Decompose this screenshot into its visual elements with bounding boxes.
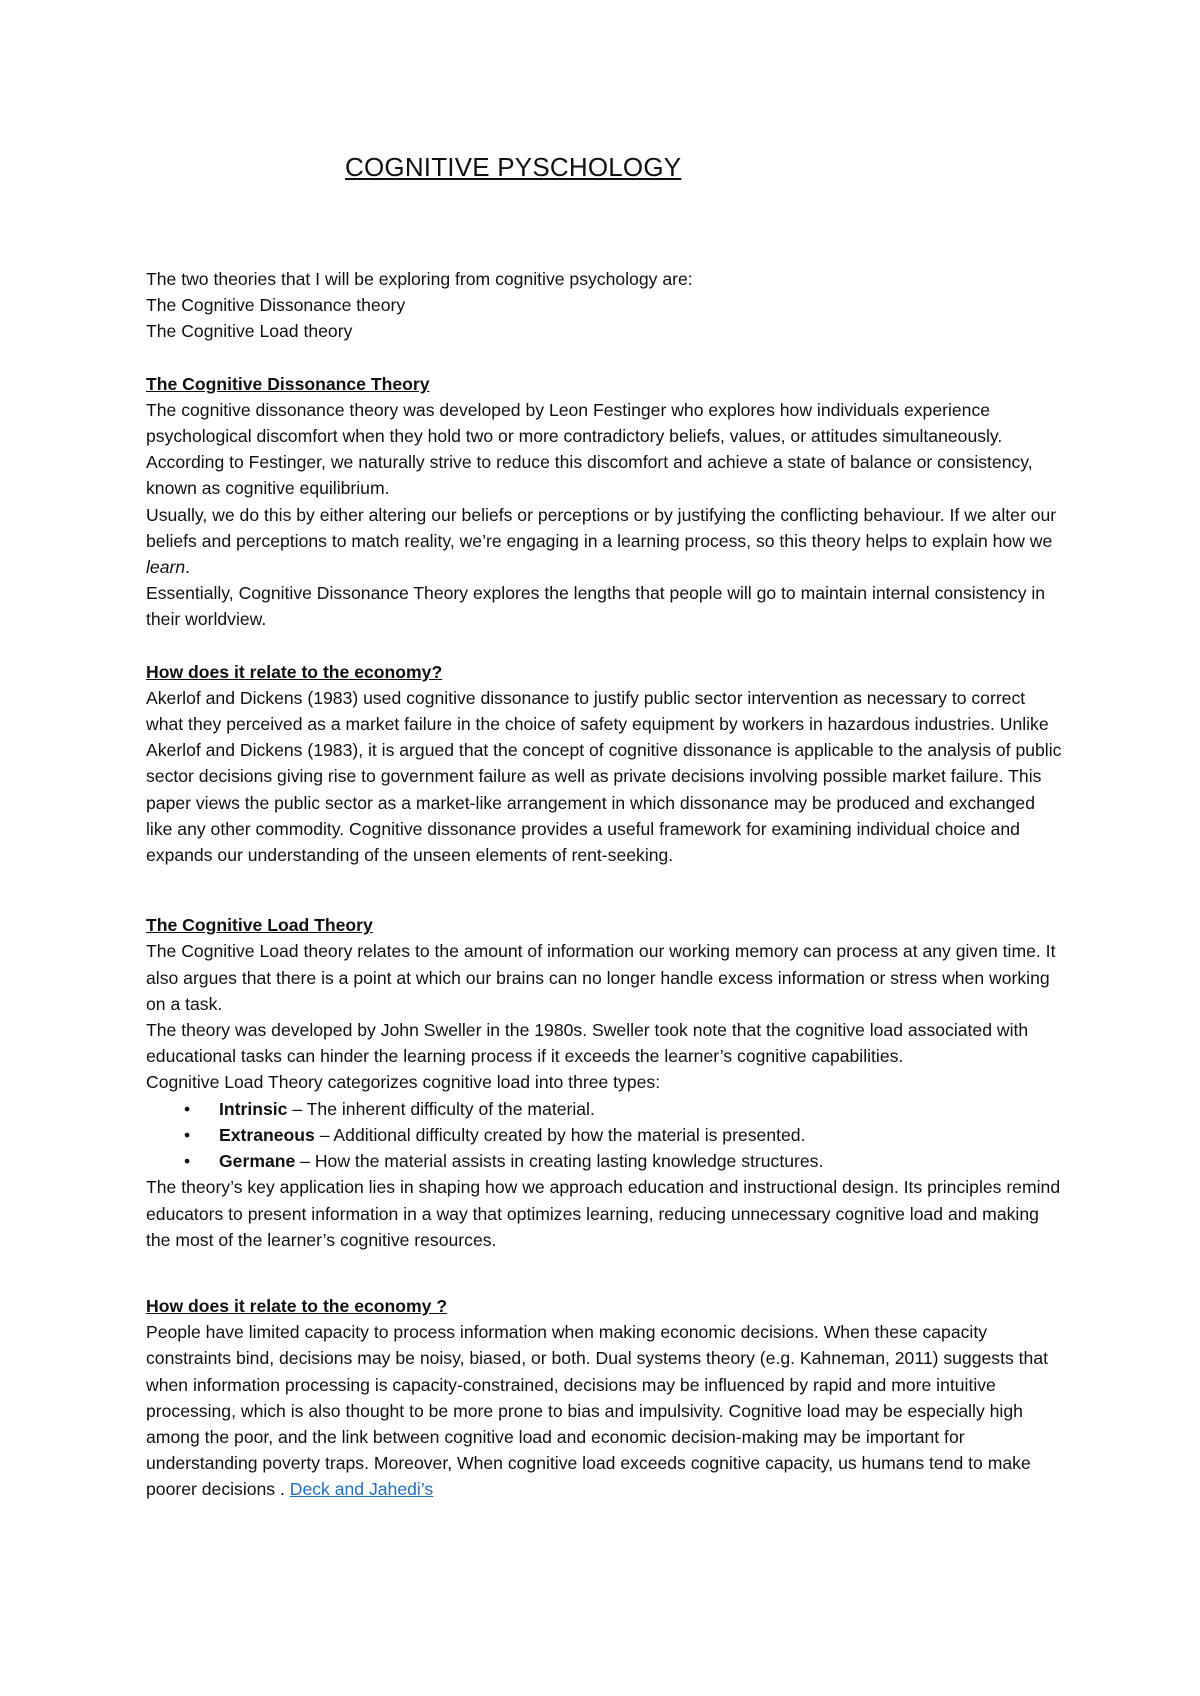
list-item [184,1148,1066,1174]
intro-line: The Cognitive Dissonance theory [146,295,406,316]
bullet-icon: • [184,1098,191,1119]
paragraph: Usually, we do this by either altering our beliefs or perceptions or by justifying the conflicting behaviour. If we alter our beliefs and perceptions to match reality, we’re engaging in a learning process, so this theory helps to explain how we learn. [146,504,1057,578]
load-type-desc: – Additional difficulty created by how the material is presented. [314,1124,806,1145]
list-item [184,1122,1066,1148]
list-item [184,1096,1066,1122]
intro-line: The Cognitive Load theory [146,321,353,342]
section-heading-dissonance: The Cognitive Dissonance Theory [146,373,430,394]
paragraph: The theory was developed by John Sweller in the 1980s. Sweller took note that the cognitive load associated with educational tasks can hinder the learning process if it exceeds the learner’s cognitive capabilities. [146,1020,1029,1067]
paragraph: The cognitive dissonance theory was developed by Leon Festinger who explores how individuals experience psychological discomfort when they hold two or more contradictory beliefs, values, or attitudes simultaneously. According to Festinger, we naturally strive to reduce this discomfort and achieve a state of balance or consistency, known as cognitive equilibrium. [146,399,1033,499]
emphasis-learn: learn [146,557,186,578]
section-heading-load: The Cognitive Load Theory [146,915,373,936]
paragraph: Essentially, Cognitive Dissonance Theory explores the lengths that people will go to maintain internal consistency in their worldview. [146,583,1046,630]
intro-section [146,266,1066,345]
load-section [146,912,1066,1253]
bullet-icon: • [184,1124,191,1145]
paragraph: The Cognitive Load theory relates to the amount of information our working memory can process at any given time. It also argues that there is a point at which our brains can no longer handle excess information or stress when working on a task. [146,941,1056,1014]
load-type-term: Intrinsic [219,1098,288,1119]
load-type-desc: – How the material assists in creating lasting knowledge structures. [295,1151,824,1172]
paragraph: People have limited capacity to process information when making economic decisions. When these capacity constraints bind, decisions may be noisy, biased, or both. Dual systems theory (e.g. Kahneman, 2011) suggests that when information processing is capacity-constrained, decisions may be influenced by rapid and more intuitive processing, which is also thought to be more prone to bias and impulsivity. Cognitive load may be especially high among the poor, and the link between cognitive load and economic decision-making may be important for understanding poverty traps. Moreover, When cognitive load exceeds cognitive capacity, us humans tend to make poorer decisions . Deck and Jahedi’s [146,1322,1048,1500]
document-body [146,266,1066,1503]
reference-link[interactable]: Deck and Jahedi’s [289,1479,434,1500]
section-heading-load-economy: How does it relate to the economy ? [146,1295,448,1316]
load-type-term: Extraneous [219,1124,315,1145]
dissonance-economy-section [146,659,1066,869]
dissonance-section [146,371,1066,633]
paragraph: Akerlof and Dickens (1983) used cognitive dissonance to justify public sector intervention as necessary to correct what they perceived as a market failure in the choice of safety equipment by workers in hazardous industries. Unlike Akerlof and Dickens (1983), it is argued that the concept of cognitive dissonance is applicable to the analysis of public sector decisions giving rise to government failure as well as private decisions involving possible market failure. This paper views the public sector as a market-like arrangement in which dissonance may be produced and exchanged like any other commodity. Cognitive dissonance provides a useful framework for examining individual choice and expands our understanding of the unseen elements of rent-seeking. [146,687,1062,866]
paragraph: Cognitive Load Theory categorizes cognitive load into three types: [146,1072,661,1093]
load-type-term: Germane [219,1151,296,1172]
load-type-desc: – The inherent difficulty of the material. [287,1098,595,1119]
load-types-list [146,1096,1066,1175]
intro-line: The two theories that I will be exploring from cognitive psychology are: [146,269,693,289]
page-title: COGNITIVE PYSCHOLOGY [345,152,682,182]
load-economy-section [146,1293,1066,1503]
bullet-icon: • [184,1151,191,1172]
section-heading-dissonance-economy: How does it relate to the economy? [146,661,443,682]
paragraph: The theory’s key application lies in shaping how we approach education and instructional design. Its principles remind educators to present information in a way that optimizes learning, reducing unnecessary cognitive load and making the most of the learner’s cognitive resources. [146,1177,1061,1250]
